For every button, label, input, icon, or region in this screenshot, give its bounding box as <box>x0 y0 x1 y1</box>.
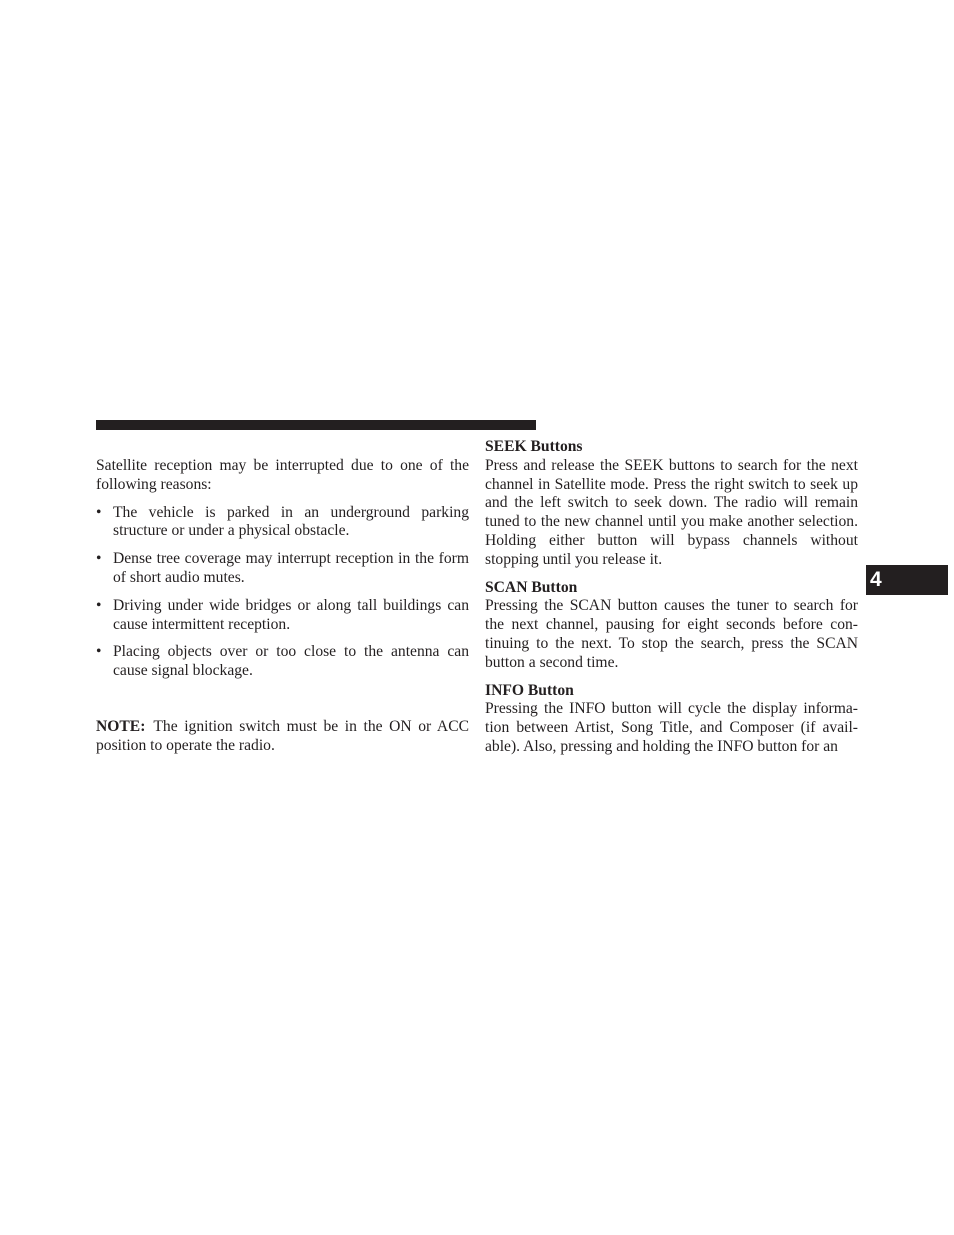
bullet-icon: • <box>96 596 102 614</box>
section-body: Press and release the SEEK buttons to search for the next channel in Satellite mode. Press the right switch to seek up and the left switch to seek down. The radio will remain tuned to the new channel until you make another selection. Holding either button will bypass channels without stopping until you release it. <box>485 456 858 568</box>
info-button-section <box>485 682 858 757</box>
section-divider-bar <box>96 420 536 430</box>
note-label: NOTE: <box>96 717 146 735</box>
bullet-icon: • <box>96 643 102 661</box>
reception-reasons-list <box>96 504 469 681</box>
section-heading: SCAN Button <box>485 578 578 596</box>
right-column <box>485 438 858 766</box>
intro-paragraph: Satellite reception may be interrupted due to one of the following reasons: <box>96 457 469 493</box>
list-item: • Placing objects over or too close to the antenna can cause signal blockage. <box>96 643 469 680</box>
bullet-icon: • <box>96 550 102 568</box>
note-text: The ignition switch must be in the ON or ACC position to operate the radio. <box>96 717 469 754</box>
section-heading: INFO Button <box>485 681 574 699</box>
bullet-icon: • <box>96 503 102 521</box>
list-item: • Dense tree coverage may interrupt reception in the form of short audio mutes. <box>96 550 469 586</box>
list-item: • The vehicle is parked in an underground parking structure or under a physical obstacle. <box>96 503 469 540</box>
scan-button-section <box>485 579 858 673</box>
list-item: • Driving under wide bridges or along tall buildings can cause intermittent reception. <box>96 596 469 633</box>
section-body: Pressing the SCAN button causes the tuner to search for the next channel, pausing for eight seconds before con-tinuing to the next. To stop the search, press the SCAN button a second time. <box>485 597 858 671</box>
note-paragraph <box>96 718 469 756</box>
section-body: Pressing the INFO button will cycle the display informa-tion between Artist, Song Title, and Composer (if avail-able). Also, pressing and holding the INFO button for an <box>485 700 858 755</box>
chapter-tab: 4 <box>866 565 948 595</box>
seek-buttons-section <box>485 438 858 570</box>
section-heading: SEEK Buttons <box>485 438 583 455</box>
left-column <box>96 457 469 756</box>
